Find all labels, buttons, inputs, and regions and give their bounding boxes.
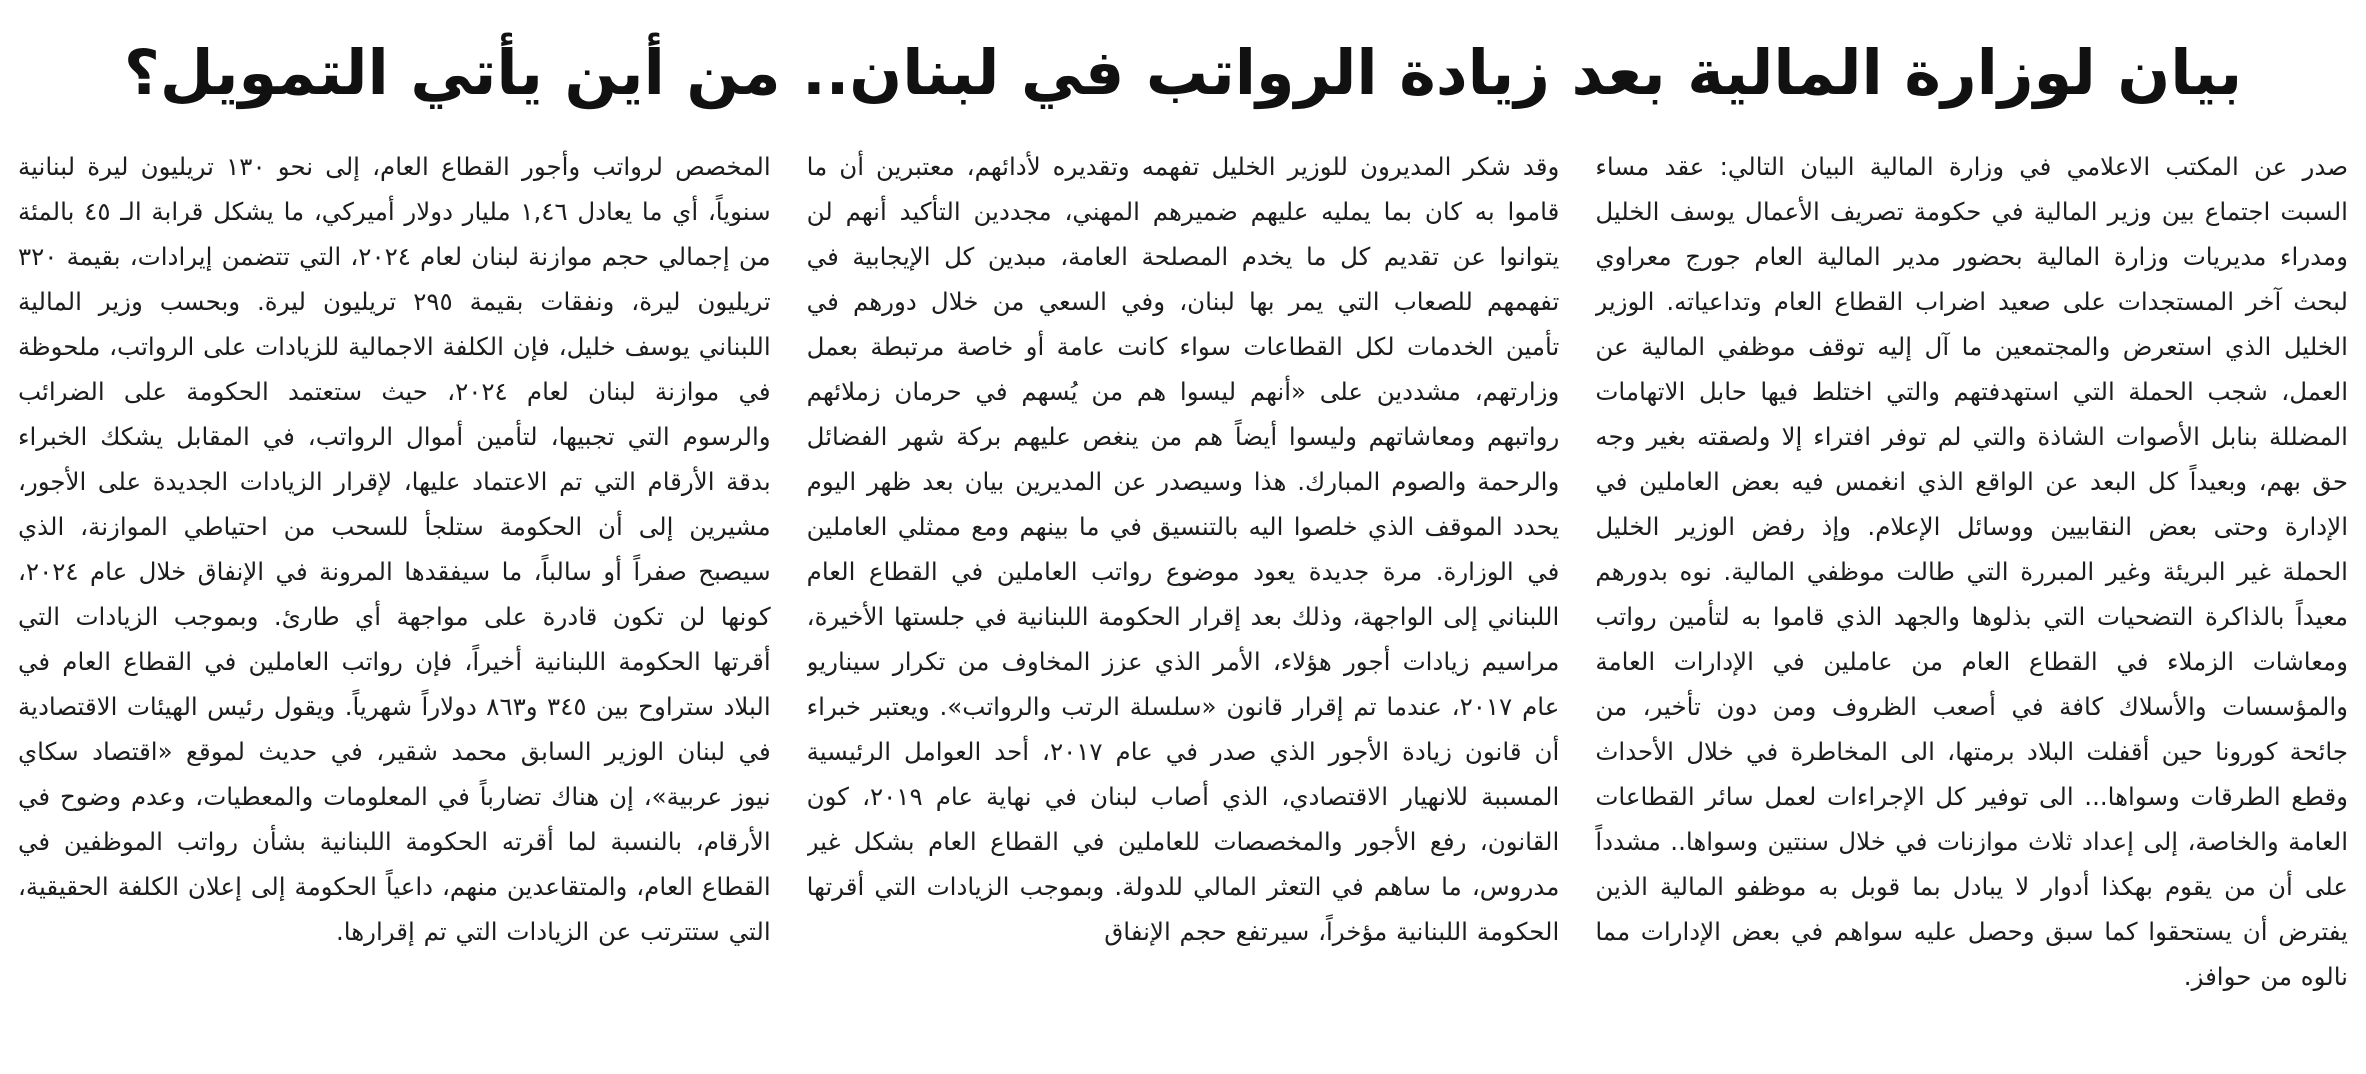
- article-paragraph: المخصص لرواتب وأجور القطاع العام، إلى نحو ١٣٠ تريليون ليرة لبنانية سنوياً، أي ما يعادل ١,٤٦ مليار دولار أميركي، ما يشكل قرابة الـ ٤٥ بالمئة من إجمالي حجم موازنة لبنان لعام ٢٠٢٤، التي تتضمن إيرادات، بقيمة ٣٢٠ تريليون ليرة، ونفقات بقيمة ٢٩٥ تريليون ليرة. وبحسب وزير المالية اللبناني يوسف خليل، فإن الكلفة الاجمالية للزيادات على الرواتب، ملحوظة في موازنة لبنان لعام ٢٠٢٤، حيث ستعتمد الحكومة على الضرائب والرسوم التي تجبيها، لتأمين أموال الرواتب، في المقابل يشكك الخبراء بدقة الأرقام التي تم الاعتماد عليها، لإقرار الزيادات الجديدة على الأجور، مشيرين إلى أن الحكومة ستلجأ للسحب من احتياطي الموازنة، الذي سيصبح صفراً أو سالباً، ما سيفقدها المرونة في الإنفاق خلال عام ٢٠٢٤، كونها لن تكون قادرة على مواجهة أي طارئ. وبموجب الزيادات التي أقرتها الحكومة اللبنانية أخيراً، فإن رواتب العاملين في القطاع العام في البلاد ستراوح بين ٣٤٥ و٨٦٣ دولاراً شهرياً. ويقول رئيس الهيئات الاقتصادية في لبنان الوزير السابق محمد شقير، في حديث لموقع «اقتصاد سكاي نيوز عربية»، إن هناك تضارباً في المعلومات والمعطيات، وعدم وضوح في الأرقام، بالنسبة لما أقرته الحكومة اللبنانية بشأن رواتب الموظفين في القطاع العام، والمتقاعدين منهم، داعياً الحكومة إلى إعلان الكلفة الحقيقية، التي ستترتب عن الزيادات التي تم إقرارها.: [17, 152, 771, 946]
- news-article: [18, 14, 2348, 1060]
- article-paragraph: وقد شكر المديرون للوزير الخليل تفهمه وتقديره لأدائهم، معتبرين أن ما قاموا به كان بما يمليه عليهم ضميرهم المهني، مجددين التأكيد أنهم لن يتوانوا عن تقديم كل ما يخدم المصلحة العامة، مبدين كل الإيجابية في تفهمهم للصعاب التي يمر بها لبنان، وفي السعي من خلال دورهم في تأمين الخدمات لكل القطاعات سواء كانت عامة أو خاصة مرتبطة بعمل وزارتهم، مشددين على «أنهم ليسوا هم من يُسهم في حرمان زملائهم رواتبهم ومعاشاتهم وليسوا أيضاً هم من ينغص عليهم بركة شهر الفضائل والرحمة والصوم المبارك. هذا وسيصدر عن المديرين بيان بعد ظهر اليوم يحدد الموقف الذي خلصوا اليه بالتنسيق في ما بينهم ومع ممثلي العاملين في الوزارة. مرة جديدة يعود موضوع رواتب العاملين في القطاع العام اللبناني إلى الواجهة، وذلك بعد إقرار الحكومة اللبنانية في جلستها الأخيرة، مراسيم زيادات أجور هؤلاء، الأمر الذي عزز المخاوف من تكرار سيناريو عام ٢٠١٧، عندما تم إقرار قانون «سلسلة الرتب والرواتب». ويعتبر خبراء أن قانون زيادة الأجور الذي صدر في عام ٢٠١٧، أحد العوامل الرئيسية المسببة للانهيار الاقتصادي، الذي أصاب لبنان في نهاية عام ٢٠١٩، كون القانون، رفع الأجور والمخصصات للعاملين في القطاع العام بشكل غير مدروس، ما ساهم في التعثر المالي للدولة. وبموجب الزيادات التي أقرتها الحكومة اللبنانية مؤخراً، سيرتفع حجم الإنفاق: [806, 152, 1560, 946]
- article-body: [18, 144, 2348, 1060]
- article-paragraph: صدر عن المكتب الاعلامي في وزارة المالية البيان التالي: عقد مساء السبت اجتماع بين وزير المالية في حكومة تصريف الأعمال يوسف الخليل ومدراء مديريات وزارة المالية بحضور مدير المالية العام جورج معراوي لبحث آخر المستجدات على صعيد اضراب القطاع العام وتداعياته. الوزير الخليل الذي استعرض والمجتمعين ما آل إليه توقف موظفي المالية عن العمل، شجب الحملة التي استهدفتهم والتي اختلط فيها حابل الاتهامات المضللة بنابل الأصوات الشاذة والتي لم توفر افتراء إلا ولصقته بغير وجه حق بهم، وبعيداً كل البعد عن الواقع الذي انغمس فيه بعض العاملين في الإدارة وحتى بعض النقابيين ووسائل الإعلام. وإذ رفض الوزير الخليل الحملة غير البريئة وغير المبررة التي طالت موظفي المالية. نوه بدورهم معيداً بالذاكرة التضحيات التي بذلوها والجهد الذي قاموا به لتأمين رواتب ومعاشات الزملاء في القطاع العام من عاملين في الإدارات العامة والمؤسسات والأسلاك كافة في أصعب الظروف ومن دون تأخير، من جائحة كورونا حين أقفلت البلاد برمتها، الى المخاطرة في خلال الأحداث وقطع الطرقات وسواها... الى توفير كل الإجراءات لعمل سائر القطاعات العامة والخاصة، إلى إعداد ثلاث موازنات في خلال سنتين وسواها.. مشدداً على أن من يقوم بهكذا أدوار لا يبادل بما قوبل به موظفو المالية الذين يفترض أن يستحقوا كما سبق وحصل عليه سواهم في بعض الإدارات مما نالوه من حوافز.: [1595, 152, 2348, 991]
- article-column-left: [18, 144, 771, 1060]
- article-column-middle: [807, 144, 1560, 1060]
- article-column-right: [1595, 144, 2348, 1060]
- article-headline: بيان لوزارة المالية بعد زيادة الرواتب في لبنان.. من أين يأتي التمويل؟: [123, 36, 2243, 109]
